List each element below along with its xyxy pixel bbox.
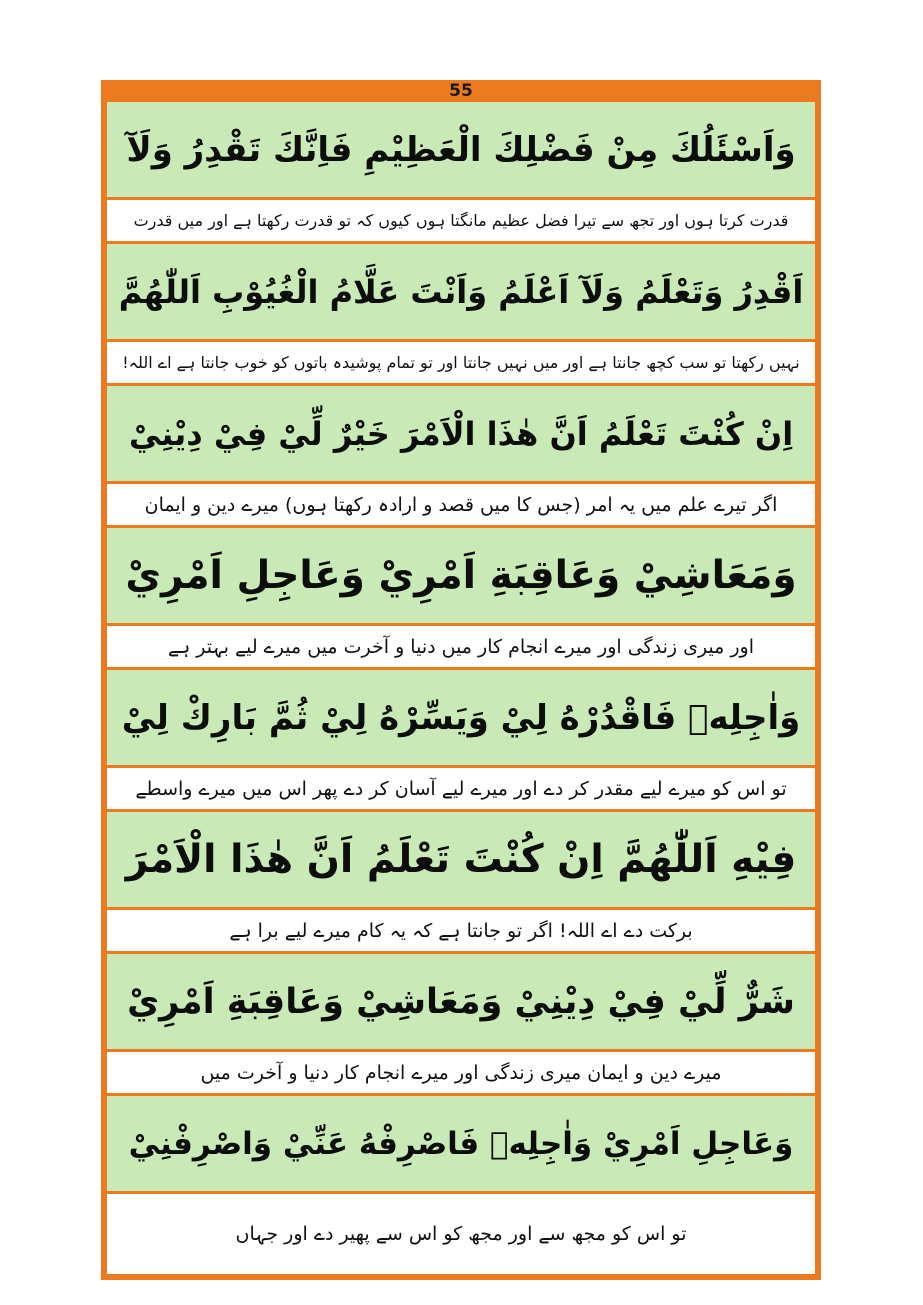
urdu-translation-2: نہیں رکھتا تو سب کچھ جانتا ہے اور میں نہیں جانتا اور تو تمام پوشیدہ باتوں کو خوب جانتا ہے اے اللہ!	[107, 342, 815, 386]
page-header	[107, 80, 815, 102]
urdu-translation-4: اور میری زندگی اور میرے انجام کار میں دنیا و آخرت میں میرے لیے بہتر ہے	[107, 626, 815, 670]
page-number: 55	[449, 81, 473, 101]
arabic-line-1: وَاَسْئَلُكَ مِنْ فَضْلِكَ الْعَظِيْمِ فَاِنَّكَ تَقْدِرُ وَلَآ	[107, 102, 815, 200]
urdu-translation-1: قدرت کرتا ہوں اور تجھ سے تیرا فضل عظیم مانگتا ہوں کیوں کہ تو قدرت رکھتا ہے اور میں قدرت	[107, 200, 815, 244]
arabic-line-8: وَعَاجِلِ اَمْرِيْ وَاٰجِلِهٖ فَاصْرِفْهُ عَنِّيْ وَاصْرِفْنِيْ	[107, 1096, 815, 1194]
arabic-line-5: وَاٰجِلِهٖ فَاقْدُرْهُ لِيْ وَيَسِّرْهُ لِيْ ثُمَّ بَارِكْ لِيْ	[107, 670, 815, 768]
dua-text-block	[107, 102, 815, 1274]
book-page	[101, 80, 821, 1280]
arabic-line-2: اَقْدِرُ وَتَعْلَمُ وَلَآ اَعْلَمُ وَاَنْتَ عَلَّامُ الْغُيُوْبِ اَللّٰهُمَّ	[107, 244, 815, 342]
urdu-translation-6: برکت دے اے اللہ! اگر تو جانتا ہے کہ یہ کام میرے لیے برا ہے	[107, 910, 815, 954]
arabic-line-3: اِنْ كُنْتَ تَعْلَمُ اَنَّ هٰذَا الْاَمْرَ خَيْرٌ لِّيْ فِيْ دِيْنِيْ	[107, 386, 815, 484]
urdu-translation-8: تو اس کو مجھ سے اور مجھ کو اس سے پھیر دے اور جہاں	[107, 1194, 815, 1274]
arabic-line-7: شَرٌّ لِّيْ فِيْ دِيْنِيْ وَمَعَاشِيْ وَعَاقِبَةِ اَمْرِيْ	[107, 954, 815, 1052]
urdu-translation-3: اگر تیرے علم میں یہ امر (جس کا میں قصد و ارادہ رکھتا ہوں) میرے دین و ایمان	[107, 484, 815, 528]
urdu-translation-7: میرے دین و ایمان میری زندگی اور میرے انجام کار دنیا و آخرت میں	[107, 1052, 815, 1096]
arabic-line-4: وَمَعَاشِيْ وَعَاقِبَةِ اَمْرِيْ وَعَاجِلِ اَمْرِيْ	[107, 528, 815, 626]
arabic-line-6: فِيْهِ اَللّٰهُمَّ اِنْ كُنْتَ تَعْلَمُ اَنَّ هٰذَا الْاَمْرَ	[107, 812, 815, 910]
urdu-translation-5: تو اس کو میرے لیے مقدر کر دے اور میرے لیے آسان کر دے پھر اس میں میرے واسطے	[107, 768, 815, 812]
